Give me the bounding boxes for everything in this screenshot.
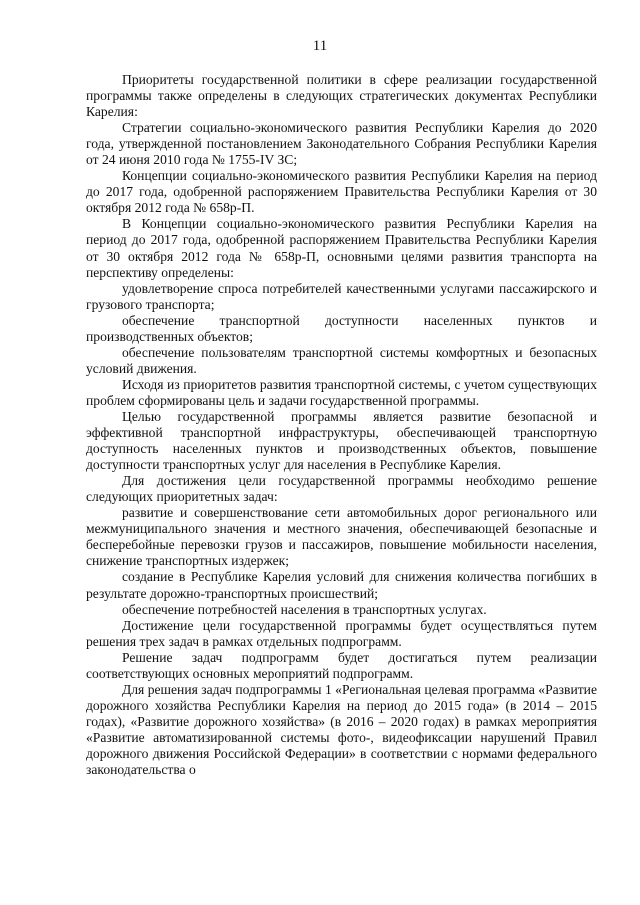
paragraph: развитие и совершенствование сети автомобильных дорог регионального или межмуниципального значения и местного значения, обеспечивающей безопасные и бесперебойные перевозки грузов и пассажиров, повышение мобильности населения, снижение транспортных издержек; [86,505,597,569]
paragraph: Стратегии социально-экономического развития Республики Карелия до 2020 года, утвержденной постановлением Законодательного Собрания Республики Карелия от 24 июня 2010 года № 1755-IV ЗС; [86,120,597,168]
paragraph: Приоритеты государственной политики в сфере реализации государственной программы также определены в следующих стратегических документах Республики Карелия: [86,72,597,120]
paragraph: В Концепции социально-экономического развития Республики Карелия на период до 2017 года, одобренной распоряжением Правительства Республики Карелия от 30 октября 2012 года № 658р-П, основными целями развития транспорта на перспективу определены: [86,216,597,280]
paragraph: создание в Республике Карелия условий для снижения количества погибших в результате дорожно-транспортных происшествий; [86,569,597,601]
paragraph: Концепции социально-экономического развития Республики Карелия на период до 2017 года, одобренной распоряжением Правительства Республики Карелия от 30 октября 2012 года № 658р-П. [86,168,597,216]
paragraph: Целью государственной программы является развитие безопасной и эффективной транспортной инфраструктуры, обеспечивающей транспортную доступность населенных пунктов и производственных объектов, повышение доступности транспортных услуг для населения в Республике Карелия. [86,408,597,473]
paragraph: Решение задач подпрограмм будет достигаться путем реализации соответствующих основных мероприятий подпрограмм. [86,649,597,681]
paragraph: Для достижения цели государственной программы необходимо решение следующих приоритетных задач: [86,473,597,505]
paragraph: Для решения задач подпрограммы 1 «Региональная целевая программа «Развитие дорожного хозяйства Республики Карелия на период до 2015 года» (в 2014 – 2015 годах), «Развитие дорожного хозяйства» (в 2016 – 2020 годах) в рамках мероприятия «Развитие автоматизированной системы фото-, видеофиксации нарушений Правил дорожного движения Российской Федерации» в соответствии с нормами федерального законодательства о [86,681,597,778]
paragraph: обеспечение потребностей населения в транспортных услугах. [122,601,487,617]
paragraph: обеспечение пользователям транспортной системы комфортных и безопасных условий движения. [86,344,597,376]
page-number: 11 [312,38,328,54]
paragraph: обеспечение транспортной доступности населенных пунктов и производственных объектов; [86,312,597,344]
paragraph: удовлетворение спроса потребителей качественными услугами пассажирского и грузового транспорта; [86,280,597,312]
document-body [86,72,597,778]
paragraph: Достижение цели государственной программы будет осуществляться путем решения трех задач в рамках отдельных подпрограмм. [86,617,597,649]
paragraph: Исходя из приоритетов развития транспортной системы, с учетом существующих проблем сформированы цель и задачи государственной программы. [86,376,597,408]
